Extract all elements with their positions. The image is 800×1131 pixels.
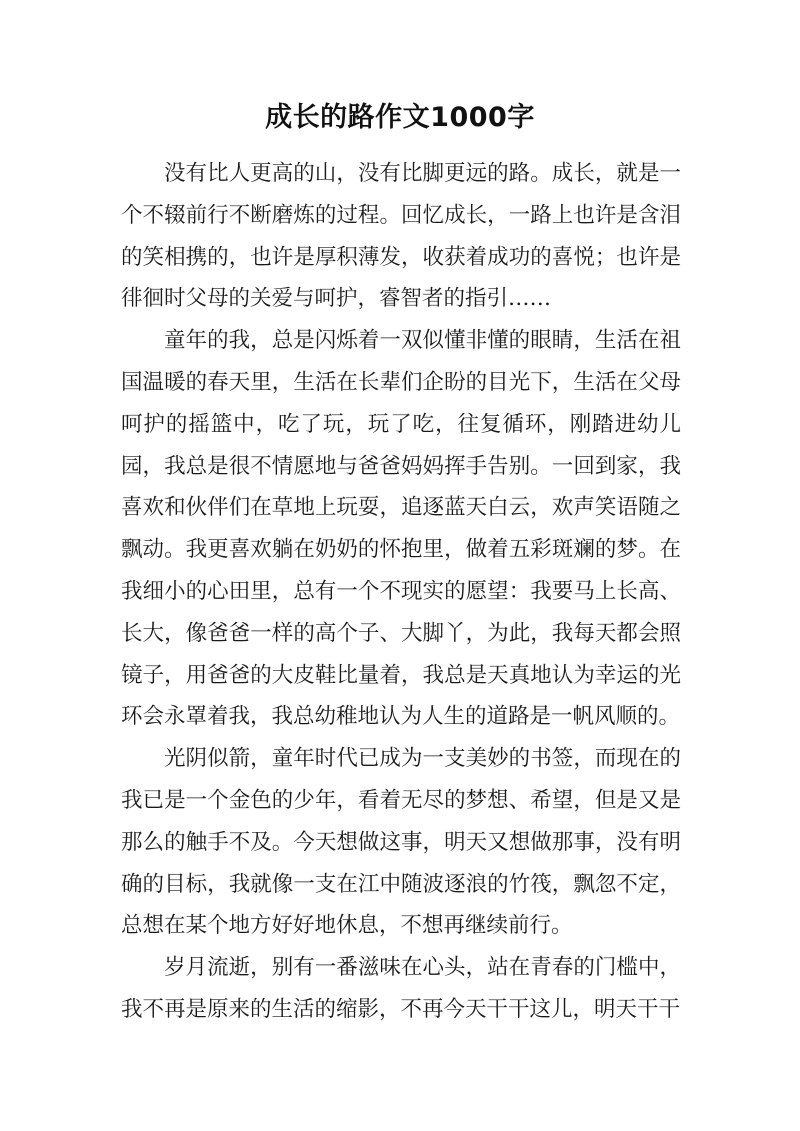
paragraph: 光阴似箭，童年时代已成为一支美妙的书签，而现在的我已是一个金色的少年，看着无尽的梦想、希望，但是又是那么的触手不及。今天想做这事，明天又想做那事，没有明确的目标，我就像一支在江中随波逐浪的竹筏，飘忽不定，总想在某个地方好好地休息，不想再继续前行。	[121, 746, 681, 939]
paragraph: 没有比人更高的山，没有比脚更远的路。成长，就是一个不辍前行不断磨炼的过程。回忆成长，一路上也许是含泪的笑相携的，也许是厚积薄发，收获着成功的喜悦；也许是徘徊时父母的关爱与呵护，睿智者的指引……	[121, 161, 681, 312]
document-body	[121, 153, 681, 1031]
paragraph: 岁月流逝，别有一番滋味在心头，站在青春的门槛中，我不再是原来的生活的缩影，不再今天干干这儿，明天干干	[121, 955, 681, 1022]
paragraph: 童年的我，总是闪烁着一双似懂非懂的眼睛，生活在祖国温暖的春天里，生活在长辈们企盼的目光下，生活在父母呵护的摇篮中，吃了玩，玩了吃，往复循环，刚踏进幼儿园，我总是很不情愿地与爸爸妈妈挥手告别。一回到家，我喜欢和伙伴们在草地上玩耍，追逐蓝天白云，欢声笑语随之飘动。我更喜欢躺在奶奶的怀抱里，做着五彩斑斓的梦。在我细小的心田里，总有一个不现实的愿望：我要马上长高、长大，像爸爸一样的高个子、大脚丫，为此，我每天都会照镜子，用爸爸的大皮鞋比量着，我总是天真地认为幸运的光环会永罩着我，我总幼稚地认为人生的道路是一帆风顺的。	[121, 328, 681, 730]
document-title: 成长的路作文1000字	[265, 102, 535, 133]
